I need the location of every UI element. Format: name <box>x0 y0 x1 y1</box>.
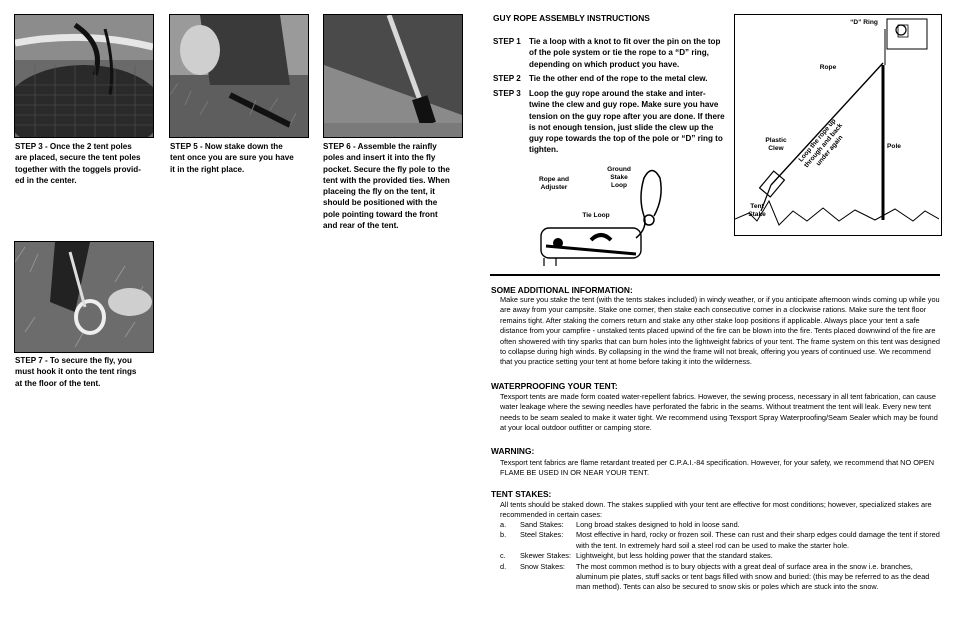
caption-step3: STEP 3 - Once the 2 tent poles are placed, secure the tent poles together with the toggels provid- ed in the center. <box>15 142 141 185</box>
guy-step-1-num: STEP 1 <box>493 37 521 46</box>
guy-step-3-num: STEP 3 <box>493 89 521 98</box>
label-tie-loop: Tie Loop <box>582 212 610 219</box>
photo-step3 <box>14 14 154 138</box>
caption-step7: STEP 7 - To secure the fly, you must hook it onto the tent rings at the floor of the tent. <box>15 356 137 388</box>
stake-letter: c. <box>500 551 506 561</box>
guy-step-3 <box>493 88 725 156</box>
stake-name: Skewer Stakes: <box>520 551 572 561</box>
heading-waterproofing: WATERPROOFING YOUR TENT: <box>491 381 618 391</box>
guy-step-2 <box>493 73 725 84</box>
photo-step6 <box>323 14 463 138</box>
section-divider <box>490 274 940 276</box>
guy-rope-title: GUY ROPE ASSEMBLY INSTRUCTIONS <box>493 13 650 23</box>
stake-desc: Most effective in hard, rocky or frozen soil. These can rust and their sharp edges could damage the tent if stored with the tent. In extremely hard soil a steel rod can be used to make the starter hole. <box>576 530 940 550</box>
label-plastic-clew: Plastic Clew <box>765 137 787 152</box>
stake-name: Snow Stakes: <box>520 561 565 571</box>
label-rope: Rope <box>819 64 837 71</box>
stake-item-skewer <box>500 551 940 561</box>
guy-step-3-text: Loop the guy rope around the stake and inter-twine the clew and guy rope. Make sure you have tension on the guy rope after you are done. If there is not enough tension, just slide the clew up the guy rope towards the top of the pole or “D” ring to tighten. <box>529 89 725 155</box>
stake-name: Steel Stakes: <box>520 530 564 540</box>
label-loop-instruction: Loop the rope up through and back under again <box>797 117 845 170</box>
stake-item-steel <box>500 530 940 551</box>
heading-tent-stakes: TENT STAKES: <box>491 489 552 499</box>
label-d-ring: “D” Ring <box>850 19 878 26</box>
text-waterproofing: Texsport tents are made form coated water-repellent fabrics. However, the sewing process, necessary in all tent fabrication, can cause water leakage where the sewing needles have perforated the fabric in the seams. Without treatment the tent will leak. Every new tent needs to be seam sealed to make it water tight. We recommend using Texsport Spray Waterproofing/Seam Sealer which may be found at your local outdoor outfitter or camping store. <box>500 392 938 433</box>
tent-stakes-list <box>500 520 940 593</box>
stake-desc: Lightweight, but less holding power that the standard stakes. <box>576 551 773 561</box>
caption-step5: STEP 5 - Now stake down the tent once you are sure you have it in the right place. <box>170 142 294 174</box>
text-warning: Texsport tent fabrics are flame retardant treated per C.P.A.I.-84 specification. However, for your safety, we recommend that NO OPEN FLAME BE USED IN OR NEAR YOUR TENT. <box>500 458 935 478</box>
label-rope-adjuster: Rope and Adjuster <box>538 176 570 191</box>
guy-step-1 <box>493 36 725 70</box>
guy-step-1-text: Tie a loop with a knot to fit over the pin on the top of the pole system or tie the rope to a “D” ring, depending on which product you have. <box>529 37 721 69</box>
stake-desc: Long broad stakes designed to hold in loose sand. <box>576 520 740 529</box>
heading-warning: WARNING: <box>491 446 535 456</box>
stake-item-snow <box>500 562 940 593</box>
label-ground-stake-loop: Ground Stake Loop <box>607 166 631 189</box>
guy-step-2-text: Tie the other end of the rope to the metal clew. <box>529 74 708 83</box>
label-tent-stake: Tent Stake <box>748 203 766 218</box>
heading-additional-info: SOME ADDITIONAL INFORMATION: <box>491 285 633 295</box>
stake-desc: The most common method is to bury objects with a great deal of surface area in the snow i.e. branches, aluminum pie plates, stuff sacks or tent bags filled with snow and buried: (this may be referred to as the dead man method). Tents can also be secured to snow skis or poles which are stuck into the snow. <box>576 561 930 592</box>
label-pole: Pole <box>887 143 901 150</box>
caption-step6: STEP 6 - Assemble the rainfly poles and insert it into the fly pocket. Secure the fly pole to the tent with the provided ties. When placeing the fly on the tent, it should be positioned with the pole pointing toward the front and rear of the tent. <box>323 142 450 231</box>
text-additional-info: Make sure you stake the tent (with the tents stakes included) in windy weather, or if you anticipate afternoon winds coming up while you are away from your campsite. Stake one corner, then stake each consecutive corner in a clockwise rations. Make sure the tent floor remains tight. After staking the corners return and stake any other stake loop positions if applicable. Always place your tent a safe distance from your campfire - unstaked tents placed upwind of the fire can be blown into the fire. Tents placed downwind of the fire are often showered with tiny sparks that can burn holes into the lightweight fabrics of your tent. The frame system on this tent was designed to collapse during high winds. By collapsing in the wind the frame will not break, offering you years of continued use. We recommend that you practice setting your tent at home before taking it into the wilderness. <box>500 295 940 367</box>
stake-letter: b. <box>500 530 507 540</box>
stake-item-sand <box>500 520 940 530</box>
stake-letter: d. <box>500 561 507 571</box>
photo-step5 <box>169 14 309 138</box>
stake-name: Sand Stakes: <box>520 520 564 529</box>
photo-step7 <box>14 241 154 353</box>
stake-letter: a. <box>500 520 507 529</box>
guy-step-2-num: STEP 2 <box>493 74 521 83</box>
text-tent-stakes-intro: All tents should be staked down. The stakes supplied with your tent are effective for most conditions; however, specialized stakes are recommended in certain cases: <box>500 500 932 520</box>
